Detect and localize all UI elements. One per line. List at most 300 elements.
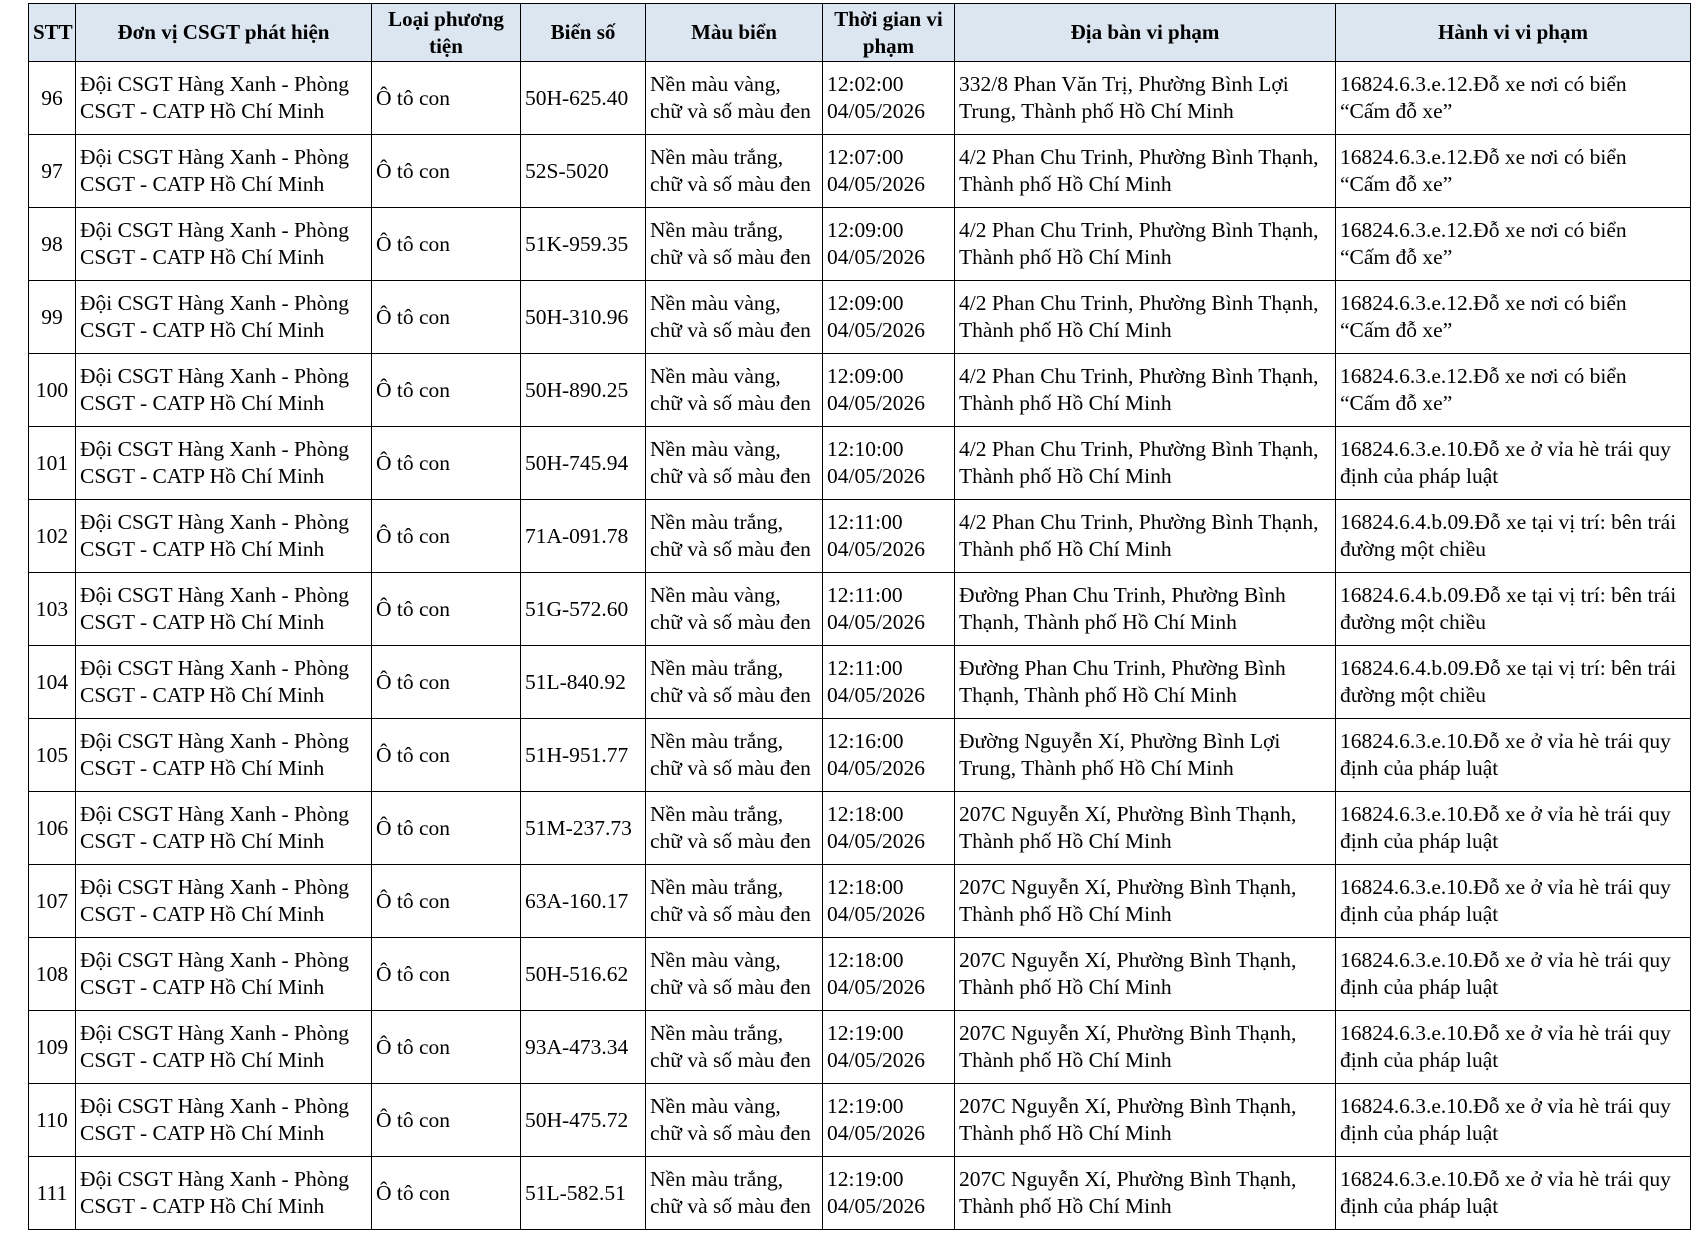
plate-color-cell-line: Nền màu trắng, [650,510,784,534]
violation-cell [1336,1084,1691,1157]
location-cell-line: Thành phố Hồ Chí Minh [959,829,1172,853]
time-cell-line: 12:11:00 [827,583,903,607]
violation-cell-line: 16824.6.3.e.10.Đỗ xe ở vỉa hè trái quy [1340,437,1671,461]
location-cell-line: Thạnh, Thành phố Hồ Chí Minh [959,610,1237,634]
unit-cell-line: Đội CSGT Hàng Xanh - Phòng [80,145,349,169]
plate-color-cell-line: Nền màu vàng, [650,437,781,461]
plate-color-cell-line: chữ và số màu đen [650,537,811,561]
time-cell-line: 04/05/2026 [827,1048,925,1072]
stt-cell: 104 [29,646,76,719]
plate-color-cell-line: Nền màu trắng, [650,875,784,899]
time-cell-line: 04/05/2026 [827,99,925,123]
vehicle-type-cell: Ô tô con [372,719,521,792]
unit-cell-line: Đội CSGT Hàng Xanh - Phòng [80,583,349,607]
plate-color-cell [646,135,823,208]
plate-color-cell-line: chữ và số màu đen [650,683,811,707]
plate-cell: 50H-890.25 [521,354,646,427]
plate-color-cell-line: Nền màu trắng, [650,1167,784,1191]
time-cell [823,865,955,938]
plate-cell: 51K-959.35 [521,208,646,281]
violation-cell-line: 16824.6.3.e.10.Đỗ xe ở vỉa hè trái quy [1340,1021,1671,1045]
violation-cell [1336,281,1691,354]
time-cell-line: 04/05/2026 [827,1194,925,1218]
table-row [29,1084,1691,1157]
plate-color-cell [646,719,823,792]
time-cell [823,1084,955,1157]
stt-cell: 99 [29,281,76,354]
location-cell [955,1011,1336,1084]
stt-cell: 110 [29,1084,76,1157]
plate-color-cell-line: Nền màu trắng, [650,218,784,242]
unit-cell-line: Đội CSGT Hàng Xanh - Phòng [80,802,349,826]
plate-cell: 50H-475.72 [521,1084,646,1157]
unit-cell-line: CSGT - CATP Hồ Chí Minh [80,1121,325,1145]
violation-cell-line: định của pháp luật [1340,902,1499,926]
violation-cell-line: 16824.6.3.e.12.Đỗ xe nơi có biển [1340,218,1627,242]
table-row [29,1157,1691,1230]
location-cell-line: 207C Nguyễn Xí, Phường Bình Thạnh, [959,948,1297,972]
unit-cell-line: Đội CSGT Hàng Xanh - Phòng [80,656,349,680]
location-cell [955,135,1336,208]
location-cell [955,646,1336,719]
violation-cell-line: 16824.6.3.e.10.Đỗ xe ở vỉa hè trái quy [1340,948,1671,972]
violation-cell-line: 16824.6.3.e.10.Đỗ xe ở vỉa hè trái quy [1340,875,1671,899]
location-cell [955,792,1336,865]
time-cell-line: 12:09:00 [827,218,904,242]
time-cell [823,1157,955,1230]
stt-cell: 102 [29,500,76,573]
time-cell [823,208,955,281]
location-cell-line: Đường Phan Chu Trinh, Phường Bình [959,656,1286,680]
unit-cell-line: CSGT - CATP Hồ Chí Minh [80,99,325,123]
unit-cell-line: Đội CSGT Hàng Xanh - Phòng [80,510,349,534]
time-cell [823,646,955,719]
vehicle-type-cell: Ô tô con [372,62,521,135]
location-cell-line: Trung, Thành phố Hồ Chí Minh [959,99,1234,123]
plate-color-cell [646,354,823,427]
unit-cell-line: CSGT - CATP Hồ Chí Minh [80,1194,325,1218]
unit-cell-line: Đội CSGT Hàng Xanh - Phòng [80,729,349,753]
time-cell-line: 12:19:00 [827,1094,904,1118]
plate-cell: 51L-582.51 [521,1157,646,1230]
location-cell-line: Thành phố Hồ Chí Minh [959,245,1172,269]
plate-cell: 51M-237.73 [521,792,646,865]
time-cell [823,135,955,208]
time-cell [823,62,955,135]
plate-cell: 50H-516.62 [521,938,646,1011]
plate-color-cell-line: Nền màu vàng, [650,72,781,96]
plate-cell: 51G-572.60 [521,573,646,646]
vehicle-type-cell: Ô tô con [372,646,521,719]
unit-cell [76,865,372,938]
time-cell-line: 04/05/2026 [827,318,925,342]
plate-color-cell [646,1084,823,1157]
unit-cell-line: CSGT - CATP Hồ Chí Minh [80,610,325,634]
time-cell-line: 12:16:00 [827,729,904,753]
unit-cell-line: Đội CSGT Hàng Xanh - Phòng [80,1167,349,1191]
time-cell-line: 12:09:00 [827,291,904,315]
plate-cell: 50H-745.94 [521,427,646,500]
violation-cell-line: 16824.6.4.b.09.Đỗ xe tại vị trí: bên trái [1340,583,1677,607]
plate-color-cell-line: chữ và số màu đen [650,99,811,123]
unit-cell-line: CSGT - CATP Hồ Chí Minh [80,537,325,561]
unit-cell-line: CSGT - CATP Hồ Chí Minh [80,391,325,415]
table-row [29,646,1691,719]
violation-cell [1336,1157,1691,1230]
plate-color-cell [646,938,823,1011]
header-time-line-2: phạm [862,33,915,58]
location-cell [955,281,1336,354]
plate-color-cell [646,646,823,719]
violation-cell-line: 16824.6.3.e.10.Đỗ xe ở vỉa hè trái quy [1340,729,1671,753]
unit-cell [76,646,372,719]
unit-cell-line: Đội CSGT Hàng Xanh - Phòng [80,364,349,388]
location-cell-line: Thành phố Hồ Chí Minh [959,1121,1172,1145]
time-cell-line: 04/05/2026 [827,172,925,196]
time-cell-line: 04/05/2026 [827,245,925,269]
vehicle-type-cell: Ô tô con [372,938,521,1011]
time-cell [823,354,955,427]
unit-cell [76,427,372,500]
table-row [29,135,1691,208]
time-cell-line: 04/05/2026 [827,902,925,926]
table-row [29,792,1691,865]
plate-color-cell [646,62,823,135]
unit-cell-line: CSGT - CATP Hồ Chí Minh [80,829,325,853]
violation-cell [1336,354,1691,427]
violation-cell-line: đường một chiều [1340,537,1487,561]
location-cell-line: Thành phố Hồ Chí Minh [959,537,1172,561]
violation-cell-line: đường một chiều [1340,610,1487,634]
unit-cell-line: Đội CSGT Hàng Xanh - Phòng [80,437,349,461]
plate-color-cell [646,208,823,281]
plate-color-cell-line: chữ và số màu đen [650,318,811,342]
table-row [29,500,1691,573]
unit-cell-line: Đội CSGT Hàng Xanh - Phòng [80,1094,349,1118]
vehicle-type-cell: Ô tô con [372,500,521,573]
plate-color-cell [646,281,823,354]
header-plate: Biển số [521,4,646,62]
location-cell [955,573,1336,646]
violation-cell [1336,938,1691,1011]
unit-cell-line: CSGT - CATP Hồ Chí Minh [80,318,325,342]
location-cell-line: Thành phố Hồ Chí Minh [959,172,1172,196]
violation-cell-line: 16824.6.4.b.09.Đỗ xe tại vị trí: bên trái [1340,510,1677,534]
unit-cell [76,1084,372,1157]
time-cell [823,573,955,646]
location-cell [955,62,1336,135]
time-cell-line: 12:10:00 [827,437,904,461]
violation-cell-line: “Cấm đỗ xe” [1340,99,1453,123]
violation-cell [1336,792,1691,865]
plate-color-cell-line: chữ và số màu đen [650,464,811,488]
table-header [29,4,1691,62]
stt-cell: 100 [29,354,76,427]
violation-cell-line: “Cấm đỗ xe” [1340,318,1453,342]
location-cell-line: 4/2 Phan Chu Trinh, Phường Bình Thạnh, [959,437,1319,461]
time-cell [823,427,955,500]
violation-cell-line: định của pháp luật [1340,829,1499,853]
plate-color-cell-line: Nền màu vàng, [650,364,781,388]
time-cell [823,719,955,792]
unit-cell [76,281,372,354]
plate-color-cell [646,1011,823,1084]
unit-cell-line: CSGT - CATP Hồ Chí Minh [80,683,325,707]
time-cell-line: 04/05/2026 [827,1121,925,1145]
header-time [823,4,955,62]
location-cell-line: Thành phố Hồ Chí Minh [959,464,1172,488]
stt-cell: 96 [29,62,76,135]
header-plate-color: Màu biển [646,4,823,62]
stt-cell: 105 [29,719,76,792]
plate-cell: 93A-473.34 [521,1011,646,1084]
location-cell [955,865,1336,938]
location-cell-line: 4/2 Phan Chu Trinh, Phường Bình Thạnh, [959,291,1319,315]
plate-color-cell-line: chữ và số màu đen [650,172,811,196]
stt-cell: 106 [29,792,76,865]
plate-cell: 71A-091.78 [521,500,646,573]
violation-cell [1336,646,1691,719]
unit-cell [76,719,372,792]
location-cell-line: Thành phố Hồ Chí Minh [959,975,1172,999]
header-time-line-1: Thời gian vi [834,6,943,31]
unit-cell-line: CSGT - CATP Hồ Chí Minh [80,902,325,926]
violation-cell-line: định của pháp luật [1340,756,1499,780]
location-cell-line: Thành phố Hồ Chí Minh [959,391,1172,415]
plate-cell: 63A-160.17 [521,865,646,938]
location-cell-line: 207C Nguyễn Xí, Phường Bình Thạnh, [959,1021,1297,1045]
unit-cell-line: Đội CSGT Hàng Xanh - Phòng [80,72,349,96]
violation-cell-line: 16824.6.3.e.10.Đỗ xe ở vỉa hè trái quy [1340,802,1671,826]
location-cell-line: Thạnh, Thành phố Hồ Chí Minh [959,683,1237,707]
violation-cell-line: đường một chiều [1340,683,1487,707]
stt-cell: 107 [29,865,76,938]
vehicle-type-cell: Ô tô con [372,208,521,281]
vehicle-type-cell: Ô tô con [372,865,521,938]
vehicle-type-cell: Ô tô con [372,573,521,646]
vehicle-type-cell: Ô tô con [372,427,521,500]
violation-cell [1336,865,1691,938]
violation-cell-line: 16824.6.3.e.12.Đỗ xe nơi có biển [1340,364,1627,388]
violation-cell-line: 16824.6.3.e.12.Đỗ xe nơi có biển [1340,291,1627,315]
location-cell [955,500,1336,573]
location-cell-line: Trung, Thành phố Hồ Chí Minh [959,756,1234,780]
unit-cell [76,62,372,135]
violation-cell-line: “Cấm đỗ xe” [1340,245,1453,269]
table-row [29,938,1691,1011]
plate-color-cell-line: Nền màu vàng, [650,948,781,972]
location-cell-line: 4/2 Phan Chu Trinh, Phường Bình Thạnh, [959,145,1319,169]
header-unit: Đơn vị CSGT phát hiện [76,4,372,62]
violation-cell [1336,1011,1691,1084]
time-cell-line: 04/05/2026 [827,610,925,634]
unit-cell [76,938,372,1011]
unit-cell [76,573,372,646]
unit-cell-line: CSGT - CATP Hồ Chí Minh [80,1048,325,1072]
time-cell-line: 04/05/2026 [827,683,925,707]
location-cell-line: 207C Nguyễn Xí, Phường Bình Thạnh, [959,875,1297,899]
stt-cell: 108 [29,938,76,1011]
table-row [29,281,1691,354]
plate-cell: 50H-625.40 [521,62,646,135]
violations-table [28,3,1691,1230]
unit-cell-line: CSGT - CATP Hồ Chí Minh [80,975,325,999]
vehicle-type-cell: Ô tô con [372,354,521,427]
unit-cell [76,1157,372,1230]
time-cell-line: 12:18:00 [827,948,904,972]
location-cell-line: 207C Nguyễn Xí, Phường Bình Thạnh, [959,802,1297,826]
time-cell-line: 12:11:00 [827,510,903,534]
violation-cell [1336,573,1691,646]
unit-cell-line: CSGT - CATP Hồ Chí Minh [80,245,325,269]
plate-color-cell-line: Nền màu trắng, [650,145,784,169]
violation-cell [1336,62,1691,135]
plate-color-cell-line: chữ và số màu đen [650,902,811,926]
plate-color-cell [646,427,823,500]
stt-cell: 111 [29,1157,76,1230]
violation-cell-line: định của pháp luật [1340,1048,1499,1072]
violation-cell [1336,135,1691,208]
table-row [29,719,1691,792]
violation-cell-line: 16824.6.4.b.09.Đỗ xe tại vị trí: bên trái [1340,656,1677,680]
unit-cell [76,500,372,573]
vehicle-type-cell: Ô tô con [372,135,521,208]
time-cell-line: 12:11:00 [827,656,903,680]
violation-cell-line: định của pháp luật [1340,975,1499,999]
time-cell-line: 04/05/2026 [827,829,925,853]
time-cell-line: 04/05/2026 [827,756,925,780]
stt-cell: 103 [29,573,76,646]
time-cell [823,281,955,354]
header-violation: Hành vi vi phạm [1336,4,1691,62]
unit-cell [76,354,372,427]
violation-cell-line: 16824.6.3.e.10.Đỗ xe ở vỉa hè trái quy [1340,1167,1671,1191]
location-cell [955,1157,1336,1230]
plate-cell: 51H-951.77 [521,719,646,792]
violation-cell-line: 16824.6.3.e.12.Đỗ xe nơi có biển [1340,145,1627,169]
location-cell-line: 4/2 Phan Chu Trinh, Phường Bình Thạnh, [959,364,1319,388]
location-cell-line: 207C Nguyễn Xí, Phường Bình Thạnh, [959,1094,1297,1118]
plate-color-cell-line: Nền màu trắng, [650,729,784,753]
stt-cell: 98 [29,208,76,281]
violation-cell [1336,208,1691,281]
table-row [29,354,1691,427]
unit-cell [76,1011,372,1084]
location-cell-line: 207C Nguyễn Xí, Phường Bình Thạnh, [959,1167,1297,1191]
time-cell-line: 12:19:00 [827,1167,904,1191]
plate-cell: 50H-310.96 [521,281,646,354]
plate-color-cell-line: Nền màu trắng, [650,656,784,680]
header-vehicle-type-line-1: Loại phương [388,6,504,31]
violation-cell-line: “Cấm đỗ xe” [1340,172,1453,196]
unit-cell-line: Đội CSGT Hàng Xanh - Phòng [80,291,349,315]
plate-color-cell [646,1157,823,1230]
plate-color-cell-line: chữ và số màu đen [650,975,811,999]
plate-color-cell-line: chữ và số màu đen [650,829,811,853]
plate-cell: 52S-5020 [521,135,646,208]
location-cell [955,719,1336,792]
stt-cell: 97 [29,135,76,208]
violation-cell-line: “Cấm đỗ xe” [1340,391,1453,415]
vehicle-type-cell: Ô tô con [372,281,521,354]
time-cell [823,1011,955,1084]
location-cell-line: 4/2 Phan Chu Trinh, Phường Bình Thạnh, [959,218,1319,242]
location-cell-line: Đường Phan Chu Trinh, Phường Bình [959,583,1286,607]
location-cell-line: 4/2 Phan Chu Trinh, Phường Bình Thạnh, [959,510,1319,534]
vehicle-type-cell: Ô tô con [372,1011,521,1084]
location-cell [955,1084,1336,1157]
time-cell-line: 04/05/2026 [827,391,925,415]
time-cell-line: 04/05/2026 [827,464,925,488]
plate-color-cell-line: Nền màu trắng, [650,1021,784,1045]
time-cell [823,792,955,865]
time-cell-line: 12:09:00 [827,364,904,388]
unit-cell-line: CSGT - CATP Hồ Chí Minh [80,172,325,196]
plate-color-cell-line: chữ và số màu đen [650,756,811,780]
time-cell-line: 12:02:00 [827,72,904,96]
header-location: Địa bàn vi phạm [955,4,1336,62]
violation-cell [1336,719,1691,792]
plate-color-cell [646,792,823,865]
violation-cell-line: định của pháp luật [1340,1121,1499,1145]
location-cell-line: Thành phố Hồ Chí Minh [959,902,1172,926]
plate-color-cell [646,865,823,938]
unit-cell-line: Đội CSGT Hàng Xanh - Phòng [80,875,349,899]
plate-color-cell-line: chữ và số màu đen [650,1121,811,1145]
plate-color-cell-line: chữ và số màu đen [650,610,811,634]
header-vehicle-type [372,4,521,62]
plate-color-cell-line: chữ và số màu đen [650,391,811,415]
unit-cell [76,208,372,281]
location-cell-line: Thành phố Hồ Chí Minh [959,1194,1172,1218]
plate-color-cell-line: Nền màu trắng, [650,802,784,826]
time-cell-line: 12:19:00 [827,1021,904,1045]
vehicle-type-cell: Ô tô con [372,1157,521,1230]
plate-color-cell-line: Nền màu vàng, [650,583,781,607]
time-cell [823,500,955,573]
time-cell [823,938,955,1011]
table-row [29,1011,1691,1084]
header-row [29,4,1691,62]
location-cell [955,208,1336,281]
plate-cell: 51L-840.92 [521,646,646,719]
table-row [29,427,1691,500]
violation-cell-line: 16824.6.3.e.10.Đỗ xe ở vỉa hè trái quy [1340,1094,1671,1118]
plate-color-cell-line: chữ và số màu đen [650,245,811,269]
header-stt: STT [29,4,76,62]
location-cell [955,354,1336,427]
violation-cell-line: định của pháp luật [1340,464,1499,488]
unit-cell-line: Đội CSGT Hàng Xanh - Phòng [80,1021,349,1045]
time-cell-line: 04/05/2026 [827,975,925,999]
violation-cell [1336,427,1691,500]
location-cell-line: Thành phố Hồ Chí Minh [959,318,1172,342]
time-cell-line: 12:18:00 [827,875,904,899]
plate-color-cell-line: chữ và số màu đen [650,1194,811,1218]
table-row [29,573,1691,646]
table-body [29,62,1691,1230]
unit-cell-line: Đội CSGT Hàng Xanh - Phòng [80,218,349,242]
plate-color-cell [646,573,823,646]
violation-cell [1336,500,1691,573]
time-cell-line: 12:07:00 [827,145,904,169]
location-cell-line: Đường Nguyễn Xí, Phường Bình Lợi [959,729,1281,753]
table-row [29,208,1691,281]
unit-cell-line: CSGT - CATP Hồ Chí Minh [80,756,325,780]
vehicle-type-cell: Ô tô con [372,1084,521,1157]
table-row [29,865,1691,938]
vehicle-type-cell: Ô tô con [372,792,521,865]
